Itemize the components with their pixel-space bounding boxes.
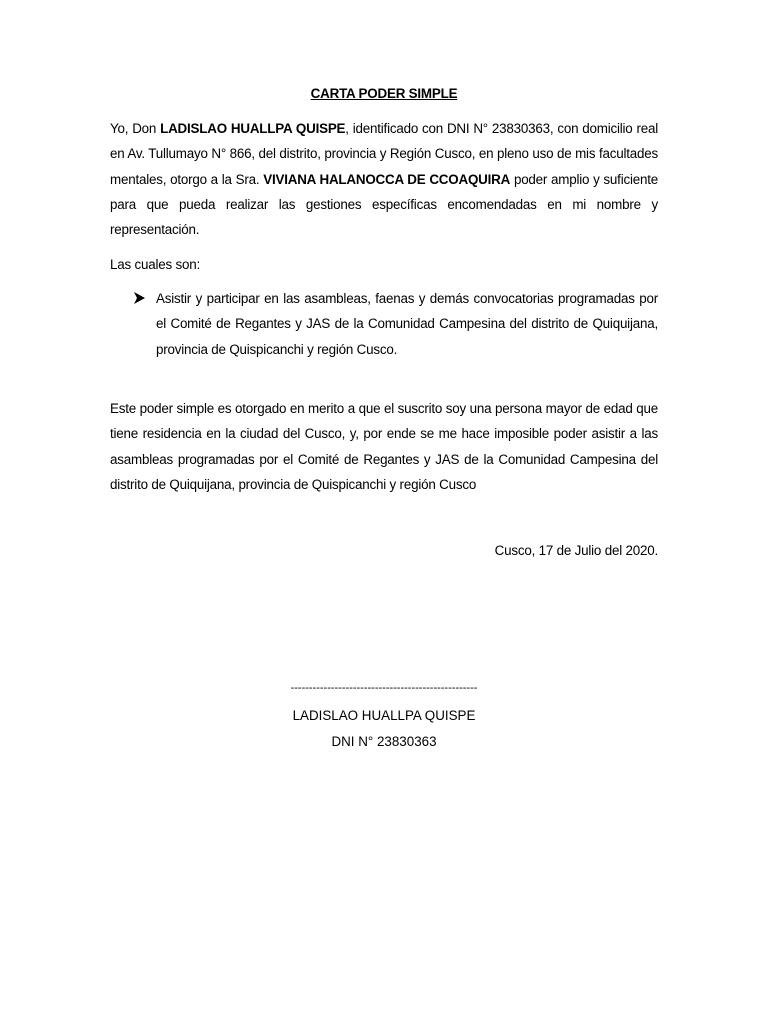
paragraph-grant-body: , identificado con DNI N° 23830363, con domicilio real en Av. Tullumayo N° 866, del distrito, provincia y Región Cusco, en pleno uso de mis facultades mentales, otorgo a la Sra.: [110, 121, 659, 187]
document-title: CARTA PODER SIMPLE: [310, 86, 458, 101]
list-item-text: Asistir y participar en las asambleas, faenas y demás convocatorias programadas por el Comité de Regantes y JAS de la Comunidad Campesina del distrito de Quiquijana, provincia de Quispicanchi y región Cusco.: [156, 291, 658, 357]
attorney-name: VIVIANA HALANOCCA DE CCOAQUIRA: [263, 171, 511, 187]
signature-name: LADISLAO HUALLPA QUISPE: [292, 708, 476, 723]
signature-line: ---------------------------------------------------: [290, 682, 478, 694]
signature-dni: DNI N° 23830363: [331, 734, 437, 749]
arrow-bullet-icon: [134, 292, 145, 304]
grantor-name: LADISLAO HUALLPA QUISPE: [160, 121, 346, 136]
date-line: Cusco, 17 de Julio del 2020.: [494, 543, 658, 558]
paragraph-grant-intro: Yo, Don: [110, 121, 161, 136]
paragraph-grant: [110, 116, 658, 242]
paragraph-reason: Este poder simple es otorgado en merito a que el suscrito soy una persona mayor de edad que tiene residencia en la ciudad del Cusco, y, por ende se me hace imposible poder asistir a las asambleas programadas por el Comité de Regantes y JAS de la Comunidad Campesina del distrito de Quiquijana, provincia de Quispicanchi y región Cusco: [110, 401, 658, 492]
list-item: [134, 286, 658, 362]
paragraph-grant-end: poder amplio y suficiente para que pueda realizar las gestiones específicas encomendadas en mi nombre y representación.: [110, 171, 658, 238]
paragraph-list-intro: Las cuales son:: [110, 257, 201, 272]
